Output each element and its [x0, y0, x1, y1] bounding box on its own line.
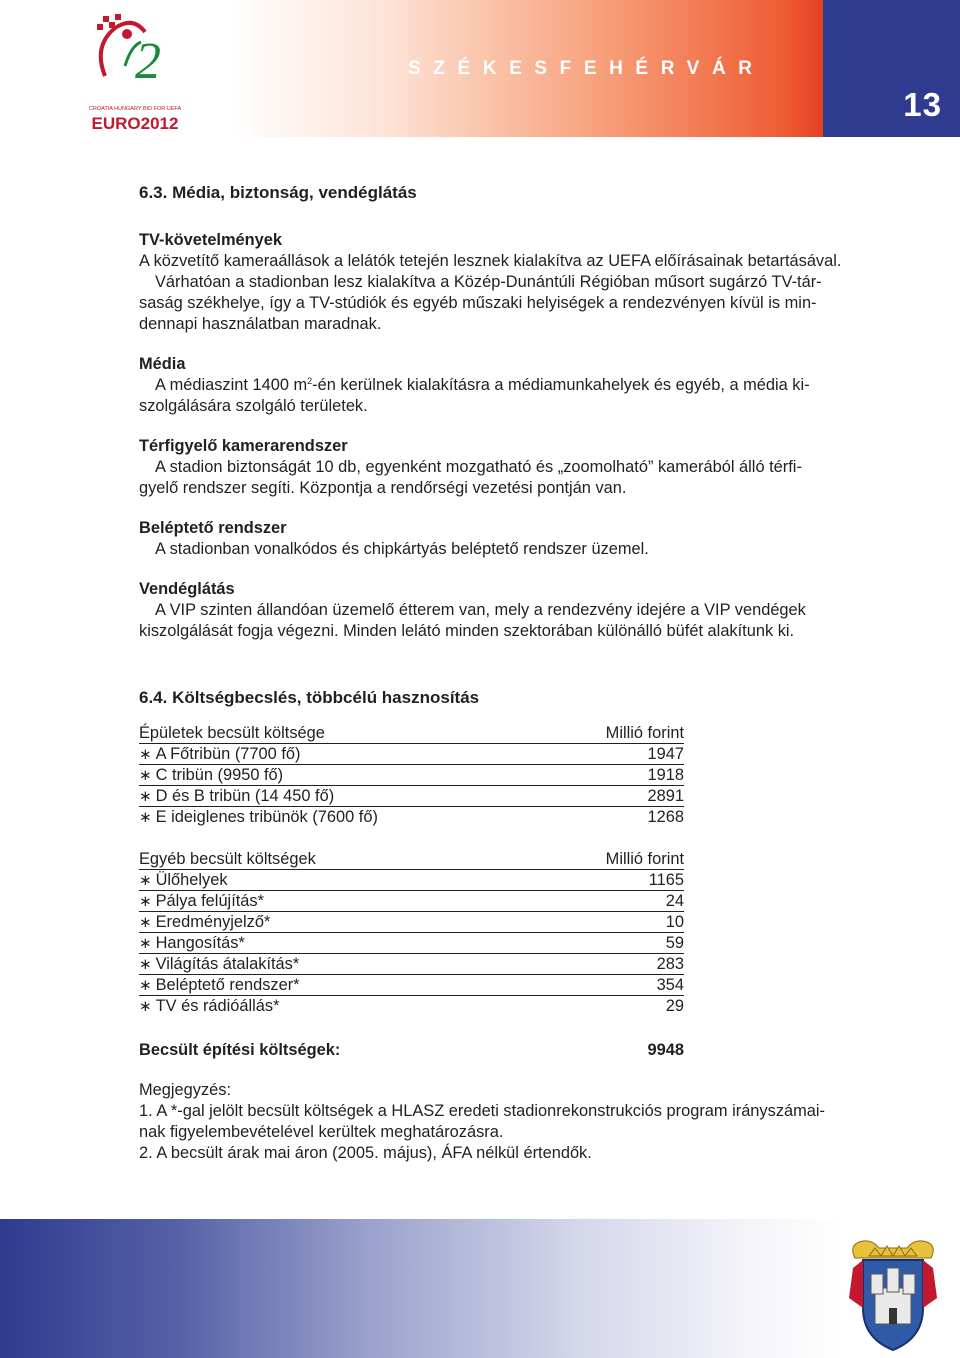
logo-text-top: CROATIA HUNGARY BID FOR UEFA — [88, 106, 182, 112]
table-row: ∗ Ülőhelyek 1165 — [139, 871, 684, 889]
media-heading: Média — [139, 355, 186, 373]
entry-heading: Beléptető rendszer — [139, 519, 287, 537]
asterisk-icon: ∗ — [139, 809, 152, 826]
asterisk-icon: ∗ — [139, 914, 152, 931]
media-line-2: szolgálására szolgáló területek. — [139, 397, 368, 415]
table-row: ∗ Eredményjelző* 10 — [139, 913, 684, 931]
asterisk-icon: ∗ — [139, 788, 152, 805]
table-row: ∗ TV és rádióállás* 29 — [139, 997, 684, 1015]
other-cost-table — [139, 849, 684, 1016]
svg-text:2: 2 — [135, 33, 161, 90]
catering-heading: Vendéglátás — [139, 580, 235, 598]
building-cost-table — [139, 723, 684, 827]
table-row: ∗ Pálya felújítás* 24 — [139, 892, 684, 910]
table-header: Egyéb becsült költségek Millió forint — [139, 850, 684, 868]
asterisk-icon: ∗ — [139, 998, 152, 1015]
section-63-title: 6.3. Média, biztonság, vendéglátás — [139, 183, 417, 202]
table-row: ∗ Hangosítás* 59 — [139, 934, 684, 952]
camera-line-2: gyelő rendszer segíti. Központja a rendőrségi vezetési pontján van. — [139, 479, 627, 497]
asterisk-icon: ∗ — [139, 746, 152, 763]
tv-line-4: dennapi használatban maradnak. — [139, 315, 382, 333]
entry-line-1: A stadionban vonalkódos és chipkártyás beléptető rendszer üzemel. — [155, 540, 649, 558]
table-header: Épületek becsült költsége Millió forint — [139, 724, 684, 742]
tv-line-3: saság székhelye, így a TV-stúdiók és egyéb műszaki helyiségek a rendezvényen kívül is min- — [139, 294, 817, 312]
note-line-2: nak figyelembevételével kerültek meghatározásra. — [139, 1123, 504, 1141]
media-line-1: A médiaszint 1400 $m^2-én$ kerülnek kialakításra a médiamunkahelyek és egyéb, a média ki- — [155, 376, 810, 394]
tv-line-2: Várhatóan a stadionban lesz kialakítva a Közép-Dunántúli Régióban műsort sugárzó TV-tár- — [155, 273, 822, 291]
city-coat-of-arms-icon — [845, 1238, 941, 1353]
euro2012-logo — [75, 6, 195, 134]
tv-heading: TV-követelmények — [139, 231, 283, 249]
asterisk-icon: ∗ — [139, 935, 152, 952]
table-row: ∗ Beléptető rendszer* 354 — [139, 976, 684, 994]
catering-line-2: kiszolgálását fogja végezni. Minden lelátó minden szektorában különálló büfét alakítunk ki. — [139, 622, 795, 640]
asterisk-icon: ∗ — [139, 872, 152, 889]
catering-line-1: A VIP szinten állandóan üzemelő étterem van, mely a rendezvény idejére a VIP vendégek — [155, 601, 806, 619]
note-line-1: 1. A *-gal jelölt becsült költségek a HLASZ eredeti stadionrekonstrukciós program irányszámai- — [139, 1102, 825, 1120]
logo-text-main: EURO2012 — [91, 114, 179, 133]
table-row: ∗ D és B tribün (14 450 fő) 2891 — [139, 787, 684, 805]
tv-line-1: A közvetítő kameraállások a lelátók tetején lesznek kialakítva az UEFA előírásainak betartásával. — [139, 252, 842, 270]
page-number: 13 — [903, 86, 942, 123]
notes — [139, 1080, 914, 1164]
table-row: ∗ Világítás átalakítás* 283 — [139, 955, 684, 973]
table-row: ∗ C tribün (9950 fő) 1918 — [139, 766, 684, 784]
section-64-title: 6.4. Költségbecslés, többcélú hasznosítás — [139, 688, 480, 707]
city-title: SZÉKESFEHÉRVÁR — [408, 58, 765, 79]
table-row: ∗ E ideiglenes tribünök (7600 fő) 1268 — [139, 808, 684, 826]
asterisk-icon: ∗ — [139, 977, 152, 994]
camera-heading: Térfigyelő kamerarendszer — [139, 437, 348, 455]
table-row: ∗ A Főtribün (7700 fő) 1947 — [139, 745, 684, 763]
note-line-3: 2. A becsült árak mai áron (2005. május), ÁFA nélkül értendők. — [139, 1144, 592, 1162]
asterisk-icon: ∗ — [139, 956, 152, 973]
camera-line-1: A stadion biztonságát 10 db, egyenként mozgatható és „zoomolható” kamerából álló térfi- — [155, 458, 802, 476]
asterisk-icon: ∗ — [139, 893, 152, 910]
footer-band — [0, 1219, 960, 1358]
notes-title: Megjegyzés: — [139, 1081, 232, 1099]
total-cost: Becsült építési költségek: 9948 — [139, 1041, 684, 1059]
asterisk-icon: ∗ — [139, 767, 152, 784]
page-content — [139, 182, 914, 1164]
